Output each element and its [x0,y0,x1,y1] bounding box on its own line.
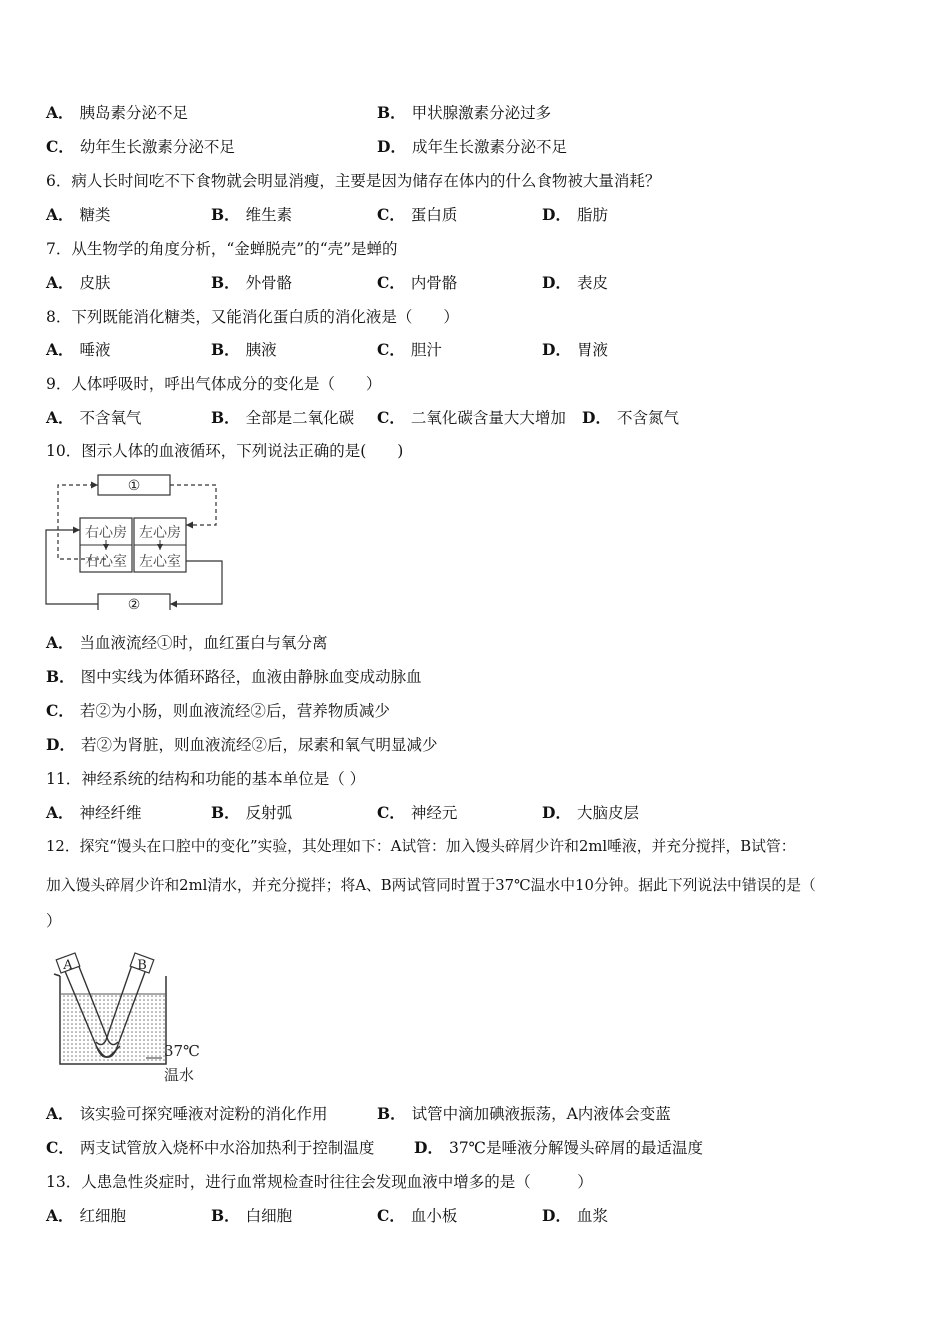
q6-option-a: A． 糖类 [46,205,111,224]
q11-stem: 11．神经系统的结构和功能的基本单位是（ ） [46,770,366,788]
q9-option-a: A． 不含氧气 [46,408,142,427]
q10-stem: 10．图示人体的血液循环，下列说法正确的是( ) [46,442,404,460]
q9-stem: 9．人体呼吸时，呼出气体成分的变化是（ ） [46,375,382,393]
q13-option-c: C． 血小板 [377,1206,458,1225]
q6-stem: 6．病人长时间吃不下食物就会明显消瘦，主要是因为储存在体内的什么食物被大量消耗？ [46,172,661,190]
q11-option-d: D． 大脑皮层 [542,803,639,822]
q7-stem: 7．从生物学的角度分析，“金蝉脱壳”的“壳”是蝉的 [46,240,398,258]
q5-option-d: D． 成年生长激素分泌不足 [377,137,567,156]
box-2-label: ② [127,597,141,610]
right-ventricle-label: 右心室 [85,554,127,570]
left-atrium-label: 左心房 [139,525,181,541]
q5-option-c: C． 幼年生长激素分泌不足 [46,137,235,156]
beaker-diagram [46,950,216,1086]
q8-option-a: A． 唾液 [46,340,111,359]
q9-option-c: C． 二氧化碳含量大大增加 [377,408,566,427]
q12-stem-line3: ） [46,912,62,930]
q5-option-b: B． 甲状腺激素分泌过多 [377,103,552,122]
warm-water-label: 温水 [164,1066,195,1084]
q10-option-c: C． 若②为小肠，则血液流经②后，营养物质减少 [46,701,390,720]
q13-option-d: D． 血浆 [542,1206,608,1225]
q7-option-d: D． 表皮 [542,273,608,292]
q13-option-b: B． 白细胞 [211,1206,293,1225]
q10-option-a: A． 当血液流经①时，血红蛋白与氧分离 [46,633,328,652]
q7-option-a: A． 皮肤 [46,273,111,292]
q5-option-a: A． 胰岛素分泌不足 [46,103,189,122]
tube-b-label: B [137,958,147,973]
q9-option-b: B． 全部是二氧化碳 [211,408,355,427]
q11-option-c: C． 神经元 [377,803,458,822]
q12-option-d: D． 37℃是唾液分解馒头碎屑的最适温度 [414,1138,704,1157]
q8-option-c: C． 胆汁 [377,340,442,359]
right-atrium-label: 右心房 [85,525,127,541]
q13-stem: 13．人患急性炎症时，进行血常规检查时往往会发现血液中增多的是（ ） [46,1173,593,1191]
q6-option-b: B． 维生素 [211,205,293,224]
box-1-label: ① [127,478,141,494]
left-ventricle-label: 左心室 [139,554,181,570]
q8-stem: 8．下列既能消化糖类，又能消化蛋白质的消化液是（ ） [46,308,459,326]
q13-option-a: A． 红细胞 [46,1206,127,1225]
temperature-label: 37℃ [164,1042,200,1060]
q9-option-d: D． 不含氮气 [582,408,679,427]
q12-option-b: B． 试管中滴加碘液振荡，A内液体会变蓝 [377,1104,671,1123]
blood-circulation-diagram [40,468,230,610]
q6-option-d: D． 脂肪 [542,205,608,224]
q11-option-a: A． 神经纤维 [46,803,142,822]
q10-option-d: D． 若②为肾脏，则血液流经②后，尿素和氧气明显减少 [46,735,438,754]
q8-option-d: D． 胃液 [542,340,608,359]
q10-option-b: B． 图中实线为体循环路径，血液由静脉血变成动脉血 [46,667,422,686]
q7-option-b: B． 外骨骼 [211,273,293,292]
q12-stem-line2: 加入馒头碎屑少许和2ml清水，并充分搅拌；将A、B两试管同时置于37℃温水中10分钟。据此下列说法中错误的是（ [46,877,816,894]
q12-option-a: A． 该实验可探究唾液对淀粉的消化作用 [46,1104,328,1123]
q8-option-b: B． 胰液 [211,340,277,359]
q7-option-c: C． 内骨骼 [377,273,458,292]
tube-a-label: A [63,958,73,973]
q11-option-b: B． 反射弧 [211,803,293,822]
q12-stem-line1: 12．探究“馒头在口腔中的变化”实验，其处理如下：A试管：加入馒头碎屑少许和2ml唾液，并充分搅拌，B试管： [46,838,796,855]
q12-option-c: C． 两支试管放入烧杯中水浴加热利于控制温度 [46,1138,375,1157]
q6-option-c: C． 蛋白质 [377,205,458,224]
